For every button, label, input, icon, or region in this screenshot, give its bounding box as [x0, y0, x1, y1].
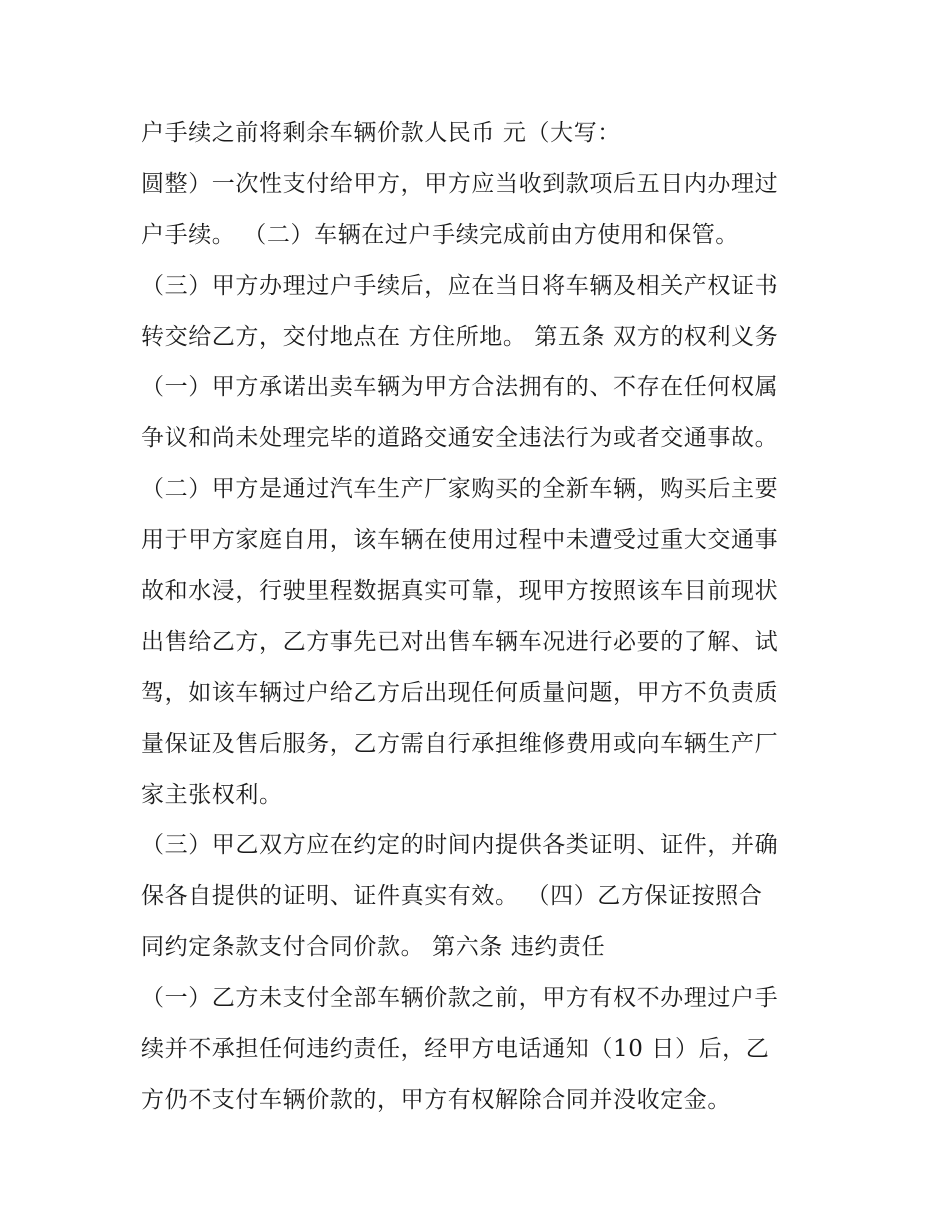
text-line-20: 方仍不支付车辆价款的，甲方有权解除合同并没收定金。 [141, 1086, 731, 1113]
text-line-3: 户手续。 （二）车辆在过户手续完成前由方使用和保管。 [141, 221, 739, 248]
text-line-15: （三）甲乙双方应在约定的时间内提供各类证明、证件，并确 [141, 832, 779, 859]
text-line-12: 驾，如该车辆过户给乙方后出现任何质量问题，甲方不负责质 [141, 679, 779, 706]
text-line-13: 量保证及售后服务，乙方需自行承担维修费用或向车辆生产厂 [141, 730, 779, 757]
text-line-4: （三）甲方办理过户手续后，应在当日将车辆及相关产权证书 [141, 272, 779, 299]
text-line-18: （一）乙方未支付全部车辆价款之前，甲方有权不办理过户手 [141, 985, 779, 1012]
text-line-10: 故和水浸，行驶里程数据真实可靠，现甲方按照该车目前现状 [141, 578, 779, 605]
text-line-7: 争议和尚未处理完毕的道路交通安全违法行为或者交通事故。 [141, 425, 779, 452]
text-line-19: 续并不承担任何违约责任，经甲方电话通知（10 日）后，乙 [141, 1036, 770, 1063]
text-line-8: （二）甲方是通过汽车生产厂家购买的全新车辆，购买后主要 [141, 476, 779, 503]
text-line-17: 同约定条款支付合同价款。 第六条 违约责任 [141, 934, 606, 961]
document-body [141, 108, 821, 1126]
text-line-9: 用于甲方家庭自用，该车辆在使用过程中未遭受过重大交通事 [141, 527, 779, 554]
text-line-2: 圆整）一次性支付给甲方，甲方应当收到款项后五日内办理过 [141, 170, 779, 197]
text-line-11: 出售给乙方，乙方事先已对出售车辆车况进行必要的了解、试 [141, 628, 779, 655]
text-line-1: 户手续之前将剩余车辆价款人民币 元（大写： [141, 120, 621, 146]
text-line-16: 保各自提供的证明、证件真实有效。 （四）乙方保证按照合 [141, 883, 763, 910]
text-line-14: 家主张权利。 [141, 781, 283, 808]
text-line-5: 转交给乙方，交付地点在 方住所地。 第五条 双方的权利义务 [141, 323, 779, 350]
text-line-6: （一）甲方承诺出卖车辆为甲方合法拥有的、不存在任何权属 [141, 374, 779, 401]
